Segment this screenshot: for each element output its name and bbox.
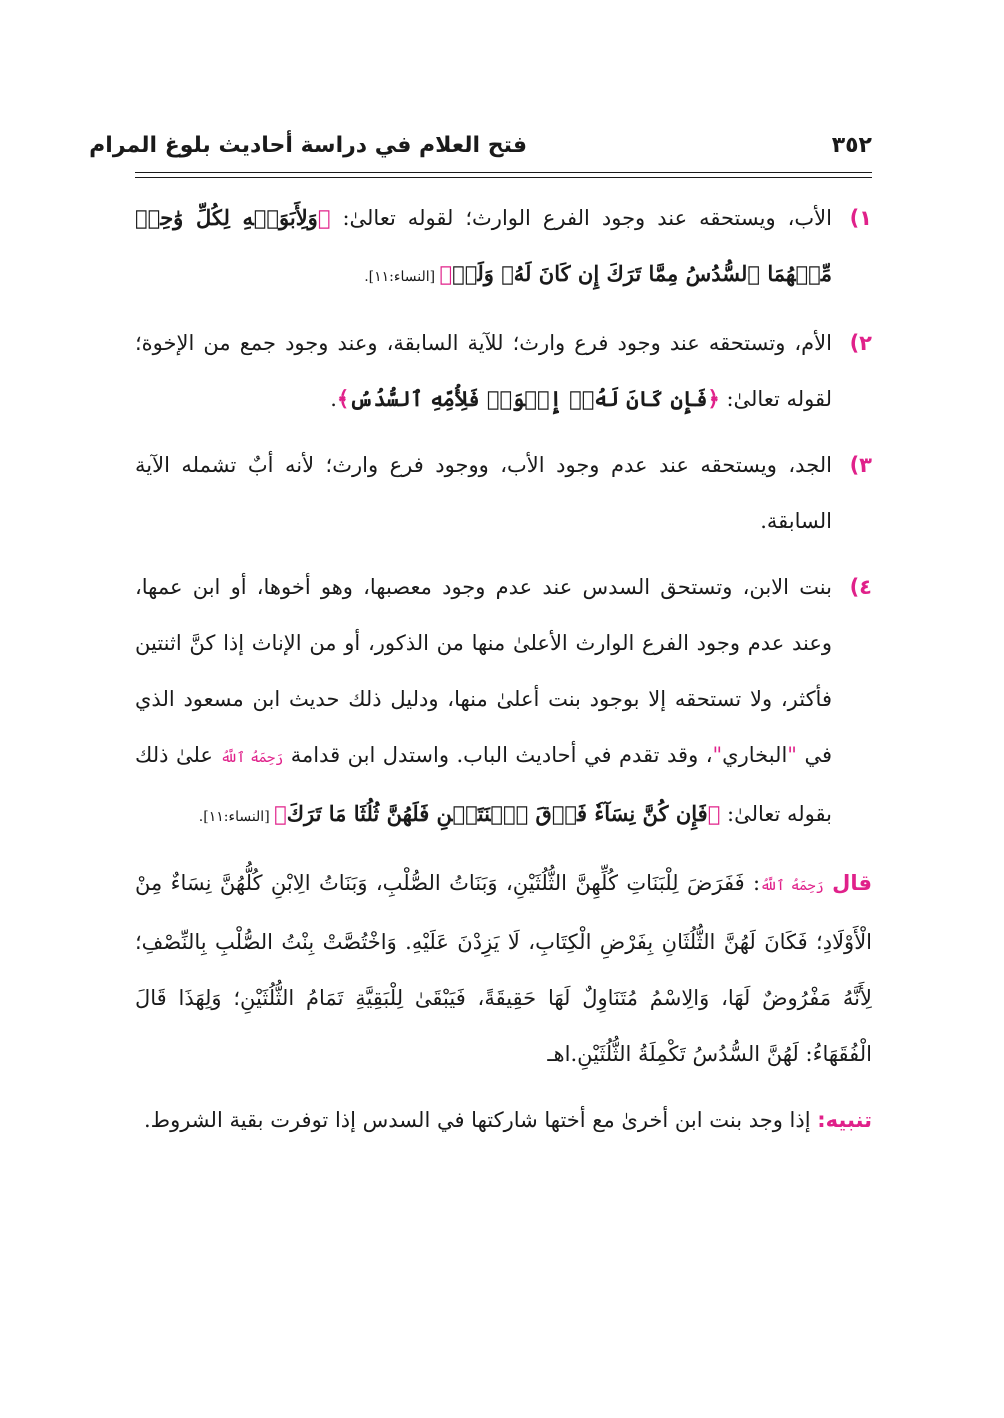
quran-bracket-open: ﴿ bbox=[707, 386, 720, 411]
quran-verse: فَإِن كُنَّ نِسَآءٗ فَوۡقَ ٱثۡنَتَيۡنِ فَلَهُنَّ ثُلُثَا مَا تَرَكَ bbox=[286, 801, 708, 826]
note-text: إذا وجد بنت ابن أخرىٰ مع أختها شاركتها في السدس إذا توفرت بقية الشروط. bbox=[143, 1108, 818, 1132]
quote-label: قال bbox=[832, 871, 872, 895]
quran-verse: فَإِن كَانَ لَهُۥٓ إِخۡوَةٞ فَلِأُمِّهِ ٱلسُّدُسُ bbox=[349, 386, 708, 411]
header-rule-thin bbox=[135, 177, 872, 178]
book-reference: البخاري bbox=[722, 743, 788, 767]
scholar-quote bbox=[135, 855, 872, 1082]
book-quote-close: " bbox=[712, 743, 723, 767]
item-number: ٢) bbox=[849, 331, 872, 355]
page-number: ٣٥٢ bbox=[831, 133, 872, 158]
quote-text: : فَفَرَضَ لِلْبَنَاتِ كُلِّهِنَّ الثُّلُثَيْنِ، وَبَنَاتُ الصُّلْبِ، وَبَنَاتُ الِابْنِ كُلُّهُنَّ نِسَاءٌ مِنْ الْأَوْلَادِ؛ فَكَانَ لَهُنَّ الثُّلُثَانِ بِفَرْضِ الْكِتَابِ، لَا يَزِدْنَ عَلَيْهِ. وَاخْتُصَّتْ بِنْتُ الصُّلْبِ بِالنِّصْفِ؛ لِأَنَّهُ مَفْرُوضٌ لَهَا، وَالِاسْمُ مُتَنَاوِلٌ لَهَا حَقِيقَةً، فَيَبْقَىٰ لِلْبَقِيَّةِ تَمَامُ الثُّلُثَيْنِ؛ وَلِهَذَا قَالَ الْفُقَهَاءُ: لَهُنَّ السُّدُسُ تَكْمِلَةُ الثُّلُثَيْنِ.اهـ bbox=[135, 871, 872, 1066]
quran-bracket-close: ﴾ bbox=[439, 261, 453, 286]
note bbox=[135, 1092, 872, 1148]
page-body bbox=[135, 190, 872, 1148]
book-title: فتح العلام في دراسة أحاديث بلوغ المرام bbox=[89, 133, 527, 158]
item-text-end: . bbox=[330, 387, 337, 411]
item-text bbox=[135, 190, 832, 305]
item-number: ١) bbox=[849, 206, 872, 230]
item-text-part: بنت الابن، وتستحق السدس عند عدم وجود معصبها، وهو أخوها، أو ابن عمها، وعند عدم وجود الفرع الوارث الأعلىٰ منها من الذكور، أو من الإناث إذا كنَّ اثنتين فأكثر، ولا تستحقه إلا بوجود بنت أعلىٰ منها، ودليل ذلك حديث ابن مسعود الذي في bbox=[135, 575, 833, 767]
list-item bbox=[135, 437, 872, 549]
item-text-part: الأب، ويستحقه عند وجود الفرع الوارث؛ لقوله تعالىٰ: bbox=[330, 206, 832, 230]
list-item bbox=[135, 559, 872, 845]
verse-citation: [النساء:١١]. bbox=[364, 269, 440, 285]
item-text-part: علىٰ ذلك بقوله تعالىٰ: bbox=[135, 743, 832, 826]
honorific: رَحِمَهُ ٱللَّهُ bbox=[220, 750, 284, 766]
quran-bracket-open: ﴿ bbox=[707, 801, 721, 826]
honorific: رَحِمَهُ ٱللَّهُ bbox=[760, 878, 824, 894]
header-rule bbox=[135, 172, 872, 173]
verse-citation: [النساء:١١]. bbox=[198, 809, 275, 825]
list-item bbox=[135, 315, 872, 427]
item-text-part: الأم، وتستحقه عند وجود فرع وارث؛ للآية السابقة، وعند وجود جمع من الإخوة؛ لقوله تعالىٰ: bbox=[135, 331, 832, 411]
quran-bracket-close: ﴾ bbox=[336, 386, 350, 411]
quran-verse: وَلِأَبَوَيۡهِ لِكُلِّ وَٰحِدٖ مِّنۡهُمَا ٱلسُّدُسُ مِمَّا تَرَكَ إِن كَانَ لَهُۥ وَلَدٞ bbox=[135, 205, 832, 286]
item-text bbox=[135, 559, 832, 845]
list-item bbox=[135, 190, 872, 305]
quran-bracket-close: ﴾ bbox=[274, 801, 287, 826]
quran-bracket-open: ﴿ bbox=[317, 205, 331, 230]
item-number: ٣) bbox=[849, 453, 872, 477]
item-text-part: ، وقد تقدم في أحاديث الباب. واستدل ابن قدامة bbox=[283, 743, 713, 767]
running-header bbox=[89, 128, 872, 168]
item-number: ٤) bbox=[849, 575, 872, 599]
item-text-part: الجد، ويستحقه عند عدم وجود الأب، ووجود فرع وارث؛ لأنه أبٌ تشمله الآية السابقة. bbox=[135, 453, 832, 533]
item-text bbox=[135, 437, 832, 549]
note-label: تنبيه: bbox=[817, 1108, 872, 1132]
book-quote-open: " bbox=[787, 743, 797, 767]
item-text bbox=[135, 315, 832, 427]
